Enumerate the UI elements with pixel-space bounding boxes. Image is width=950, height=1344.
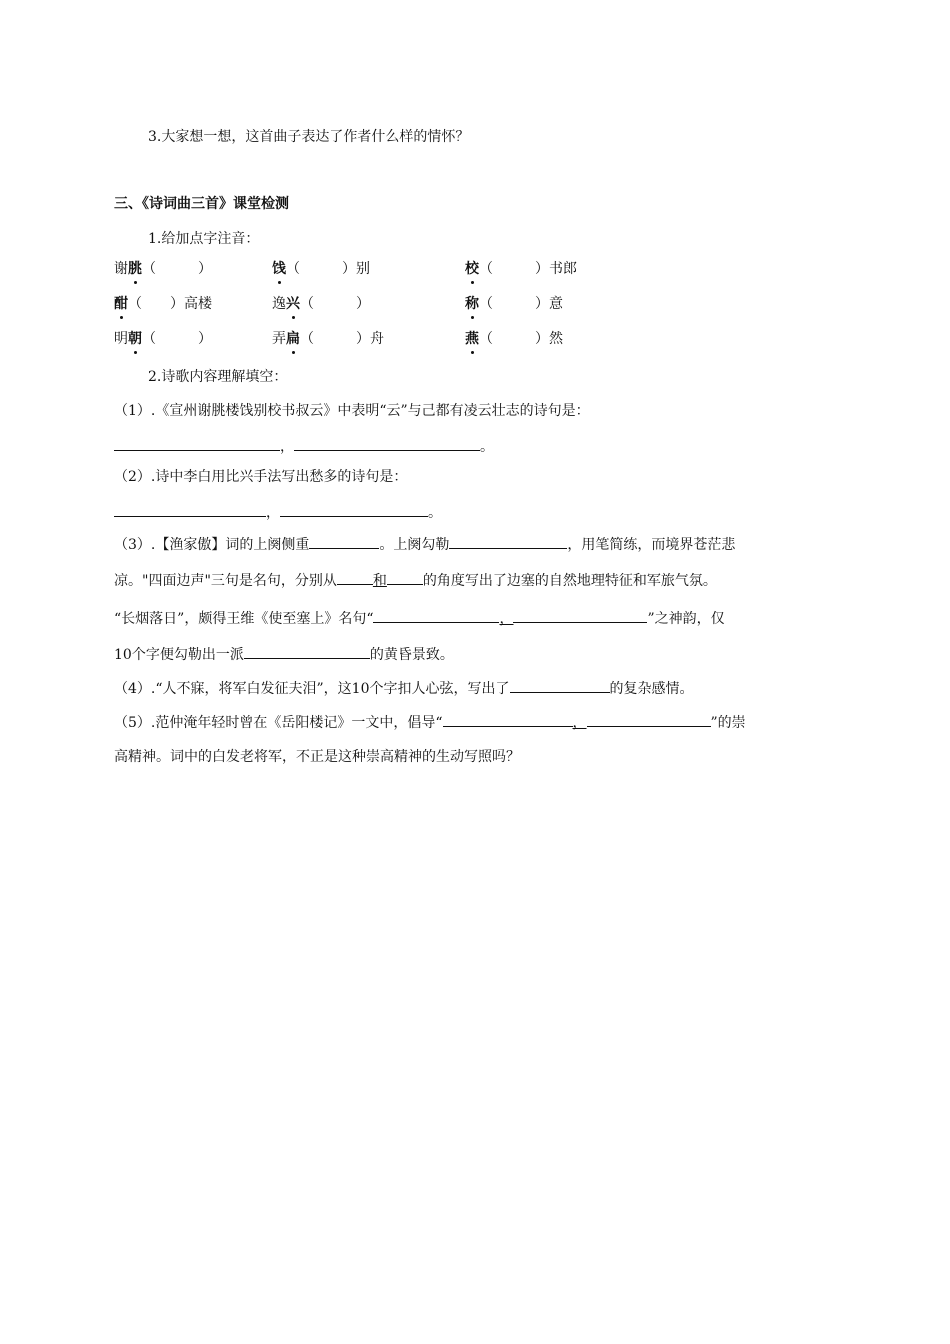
pinyin-item <box>465 328 563 350</box>
answer-blank[interactable] <box>337 568 373 585</box>
item-2-title-text: 2.诗歌内容理解填空： <box>148 369 288 385</box>
separator: ， <box>280 439 294 455</box>
pinyin-item <box>272 258 370 280</box>
pinyin-answer-parens[interactable]: （ ） <box>300 296 370 312</box>
pinyin-suffix: 别 <box>356 261 370 277</box>
pinyin-suffix: 然 <box>549 331 563 347</box>
answer-blank[interactable] <box>443 710 573 727</box>
text: ，用笔简练，而境界苍茫悲 <box>567 537 736 553</box>
text: 的复杂感情。 <box>609 681 694 697</box>
text: （3）.【渔家傲】词的上阕侧重 <box>114 537 310 553</box>
comma: ， <box>499 611 514 627</box>
section-title: 三、《诗词曲三首》课堂检测 <box>114 196 289 212</box>
dotted-character: 校 <box>465 258 479 280</box>
dotted-character: 饯 <box>272 258 286 280</box>
text: 凉。"四面边声"三句是名句，分别从 <box>114 573 337 589</box>
pinyin-item <box>465 258 577 280</box>
question-3-line-2 <box>114 568 717 592</box>
pinyin-answer-parens[interactable]: （ ） <box>479 296 549 312</box>
answer-blank[interactable] <box>587 710 711 727</box>
pinyin-answer-parens[interactable]: （ ） <box>286 261 356 277</box>
answer-blank[interactable] <box>114 434 280 451</box>
pinyin-item <box>114 293 212 315</box>
pinyin-item <box>114 258 212 280</box>
question-2-answer-line <box>114 500 442 524</box>
pinyin-answer-parens[interactable]: （ ） <box>479 331 549 347</box>
pinyin-item <box>272 293 370 315</box>
dotted-character: 朓 <box>128 258 142 280</box>
pinyin-prefix: 弄 <box>272 331 286 347</box>
terminator: 。 <box>480 439 494 455</box>
item-2-title <box>148 366 287 388</box>
pinyin-item <box>114 328 212 350</box>
text: 和 <box>372 573 387 589</box>
answer-blank[interactable] <box>387 568 423 585</box>
answer-blank[interactable] <box>449 532 567 549</box>
pinyin-answer-parens[interactable]: （ ） <box>142 331 212 347</box>
answer-blank[interactable] <box>244 642 370 659</box>
pinyin-suffix: 舟 <box>370 331 384 347</box>
pinyin-item <box>465 293 563 315</box>
question-1: （1）.《宣州谢朓楼饯别校书叔云》中表明“云”与己都有凌云壮志的诗句是： <box>114 403 590 419</box>
pinyin-prefix: 谢 <box>114 261 128 277</box>
terminator: 。 <box>428 505 442 521</box>
question-5-line-1 <box>114 710 746 734</box>
pinyin-answer-parens[interactable]: （ ） <box>479 261 549 277</box>
text: “长烟落日”，颇得王维《使至塞上》名句“ <box>114 611 374 627</box>
pinyin-item <box>272 328 384 350</box>
question-2: （2）.诗中李白用比兴手法写出愁多的诗句是： <box>114 469 408 485</box>
dotted-character: 扁 <box>286 328 300 350</box>
dotted-character: 酣 <box>114 293 128 315</box>
question-1-answer-line <box>114 434 494 458</box>
pinyin-suffix: 高楼 <box>184 296 212 312</box>
answer-blank[interactable] <box>280 500 428 517</box>
dotted-character: 朝 <box>128 328 142 350</box>
text: （5）.范仲淹年轻时曾在《岳阳楼记》一文中，倡导“ <box>114 715 443 731</box>
comma: ， <box>572 715 587 731</box>
question-3-line-3 <box>114 606 725 630</box>
separator: ， <box>266 505 280 521</box>
question-3-line-4 <box>114 642 454 666</box>
pinyin-answer-parens[interactable]: （ ） <box>128 296 184 312</box>
pinyin-suffix: 意 <box>549 296 563 312</box>
answer-blank[interactable] <box>294 434 480 451</box>
pinyin-prefix: 明 <box>114 331 128 347</box>
text: ”的崇 <box>710 715 746 731</box>
answer-blank[interactable] <box>373 606 499 623</box>
question-4 <box>114 676 694 700</box>
text: ”之神韵，仅 <box>647 611 725 627</box>
text: （4）.“人不寐，将军白发征夫泪”，这10个字扣人心弦，写出了 <box>114 681 510 697</box>
pinyin-prefix: 逸 <box>272 296 286 312</box>
text: 10个字便勾勒出一派 <box>114 647 244 663</box>
dotted-character: 燕 <box>465 328 479 350</box>
answer-blank[interactable] <box>513 606 647 623</box>
pinyin-answer-parens[interactable]: （ ） <box>300 331 370 347</box>
text: 的黄昏景致。 <box>369 647 454 663</box>
item-1-title: 1.给加点字注音： <box>148 231 260 247</box>
question-3-line-1 <box>114 532 735 556</box>
text: 的角度写出了边塞的自然地理特征和军旅气氛。 <box>422 573 717 589</box>
pinyin-answer-parens[interactable]: （ ） <box>142 261 212 277</box>
answer-blank[interactable] <box>114 500 266 517</box>
dotted-character: 称 <box>465 293 479 315</box>
answer-blank[interactable] <box>510 676 610 693</box>
pinyin-suffix: 书郎 <box>549 261 577 277</box>
dotted-character: 兴 <box>286 293 300 315</box>
text: 。上阕勾勒 <box>379 537 450 553</box>
question-5-line-2: 高精神。词中的白发老将军，不正是这种崇高精神的生动写照吗？ <box>114 749 520 765</box>
answer-blank[interactable] <box>309 532 379 549</box>
question-3-top: 3.大家想一想，这首曲子表达了作者什么样的情怀？ <box>148 129 470 145</box>
